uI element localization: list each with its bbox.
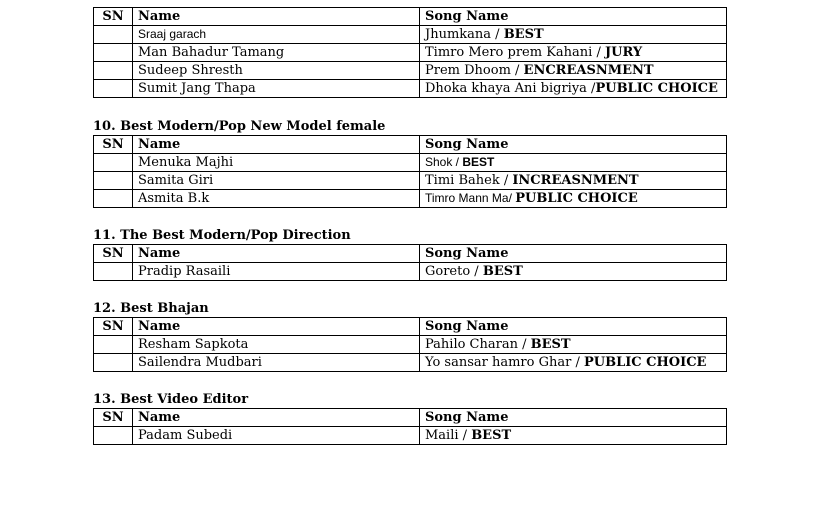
song-title: Goreto / bbox=[425, 264, 483, 279]
song-cell bbox=[420, 62, 727, 80]
name-cell: Samita Giri bbox=[133, 172, 420, 190]
song-title: Prem Dhoom / bbox=[425, 63, 524, 78]
song-cell bbox=[420, 190, 727, 208]
award-tag: INCREASNMENT bbox=[512, 173, 639, 188]
table-row bbox=[94, 44, 727, 62]
sn-header: SN bbox=[94, 8, 133, 26]
song-title: Pahilo Charan / bbox=[425, 337, 531, 352]
song-cell bbox=[420, 26, 727, 44]
table-row bbox=[94, 26, 727, 44]
name-header: Name bbox=[133, 8, 420, 26]
table-row bbox=[94, 427, 727, 445]
song-cell bbox=[420, 354, 727, 372]
sn-header: SN bbox=[94, 245, 133, 263]
table-row bbox=[94, 336, 727, 354]
section-title: 12. Best Bhajan bbox=[93, 301, 209, 316]
sn-header: SN bbox=[94, 409, 133, 427]
award-tag: PUBLIC CHOICE bbox=[595, 81, 718, 96]
table-row bbox=[94, 354, 727, 372]
sn-cell bbox=[94, 336, 133, 354]
table-row bbox=[94, 80, 727, 98]
sn-cell bbox=[94, 26, 133, 44]
song-cell bbox=[420, 154, 727, 172]
name-header: Name bbox=[133, 409, 420, 427]
award-tag: PUBLIC CHOICE bbox=[515, 191, 638, 206]
table-row bbox=[94, 154, 727, 172]
name-cell: Sumit Jang Thapa bbox=[133, 80, 420, 98]
sn-header: SN bbox=[94, 136, 133, 154]
sn-cell bbox=[94, 190, 133, 208]
sn-cell bbox=[94, 263, 133, 281]
song-title: Yo sansar hamro Ghar / bbox=[425, 355, 584, 370]
song-name-header: Song Name bbox=[420, 136, 727, 154]
name-cell: Menuka Majhi bbox=[133, 154, 420, 172]
nominee-table-continued bbox=[93, 7, 727, 98]
nominee-table-13 bbox=[93, 408, 727, 445]
table-row bbox=[94, 172, 727, 190]
song-title: Timi Bahek / bbox=[425, 173, 513, 188]
song-cell bbox=[420, 263, 727, 281]
song-name-header: Song Name bbox=[420, 409, 727, 427]
name-cell: Pradip Rasaili bbox=[133, 263, 420, 281]
table-row bbox=[94, 190, 727, 208]
sn-cell bbox=[94, 62, 133, 80]
song-title: Timro Mero prem Kahani / bbox=[425, 45, 605, 60]
song-title: Shok / bbox=[425, 155, 463, 169]
name-header: Name bbox=[133, 318, 420, 336]
name-cell: Sudeep Shresth bbox=[133, 62, 420, 80]
table-header-row bbox=[94, 409, 727, 427]
song-title: Timro Mann Ma/ bbox=[425, 191, 516, 205]
name-cell: Resham Sapkota bbox=[133, 336, 420, 354]
award-tag: JURY bbox=[604, 45, 643, 60]
table-header-row bbox=[94, 136, 727, 154]
table-row bbox=[94, 62, 727, 80]
sn-cell bbox=[94, 427, 133, 445]
name-cell: Sailendra Mudbari bbox=[133, 354, 420, 372]
nominee-table-10 bbox=[93, 135, 727, 208]
song-name-header: Song Name bbox=[420, 245, 727, 263]
award-tag: PUBLIC CHOICE bbox=[583, 355, 707, 370]
sn-cell bbox=[94, 354, 133, 372]
nominee-table-12 bbox=[93, 317, 727, 372]
award-tag: BEST bbox=[462, 155, 495, 169]
award-tag: BEST bbox=[482, 264, 523, 279]
award-tag: BEST bbox=[503, 27, 544, 42]
song-cell bbox=[420, 427, 727, 445]
song-name-header: Song Name bbox=[420, 318, 727, 336]
sn-cell bbox=[94, 80, 133, 98]
table-header-row bbox=[94, 8, 727, 26]
table-header-row bbox=[94, 318, 727, 336]
sn-header: SN bbox=[94, 318, 133, 336]
song-title: Dhoka khaya Ani bigriya / bbox=[425, 81, 596, 96]
name-cell: Padam Subedi bbox=[133, 427, 420, 445]
name-header: Name bbox=[133, 136, 420, 154]
song-cell bbox=[420, 336, 727, 354]
section-title: 13. Best Video Editor bbox=[93, 392, 249, 407]
song-name-header: Song Name bbox=[420, 8, 727, 26]
table-header-row bbox=[94, 245, 727, 263]
sn-cell bbox=[94, 172, 133, 190]
section-title: 10. Best Modern/Pop New Model female bbox=[93, 119, 386, 134]
sn-cell bbox=[94, 154, 133, 172]
name-cell: Asmita B.k bbox=[133, 190, 420, 208]
name-header: Name bbox=[133, 245, 420, 263]
song-title: Jhumkana / bbox=[425, 27, 504, 42]
award-tag: BEST bbox=[471, 428, 512, 443]
award-tag: ENCREASNMENT bbox=[523, 63, 654, 78]
name-cell: Man Bahadur Tamang bbox=[133, 44, 420, 62]
song-cell bbox=[420, 80, 727, 98]
song-title: Maili / bbox=[425, 428, 472, 443]
document bbox=[93, 7, 726, 445]
section-title: 11. The Best Modern/Pop Direction bbox=[93, 228, 351, 243]
table-row bbox=[94, 263, 727, 281]
song-cell bbox=[420, 44, 727, 62]
nominee-table-11 bbox=[93, 244, 727, 281]
award-tag: BEST bbox=[530, 337, 571, 352]
song-cell bbox=[420, 172, 727, 190]
name-cell: Sraaj garach bbox=[133, 26, 420, 44]
sn-cell bbox=[94, 44, 133, 62]
